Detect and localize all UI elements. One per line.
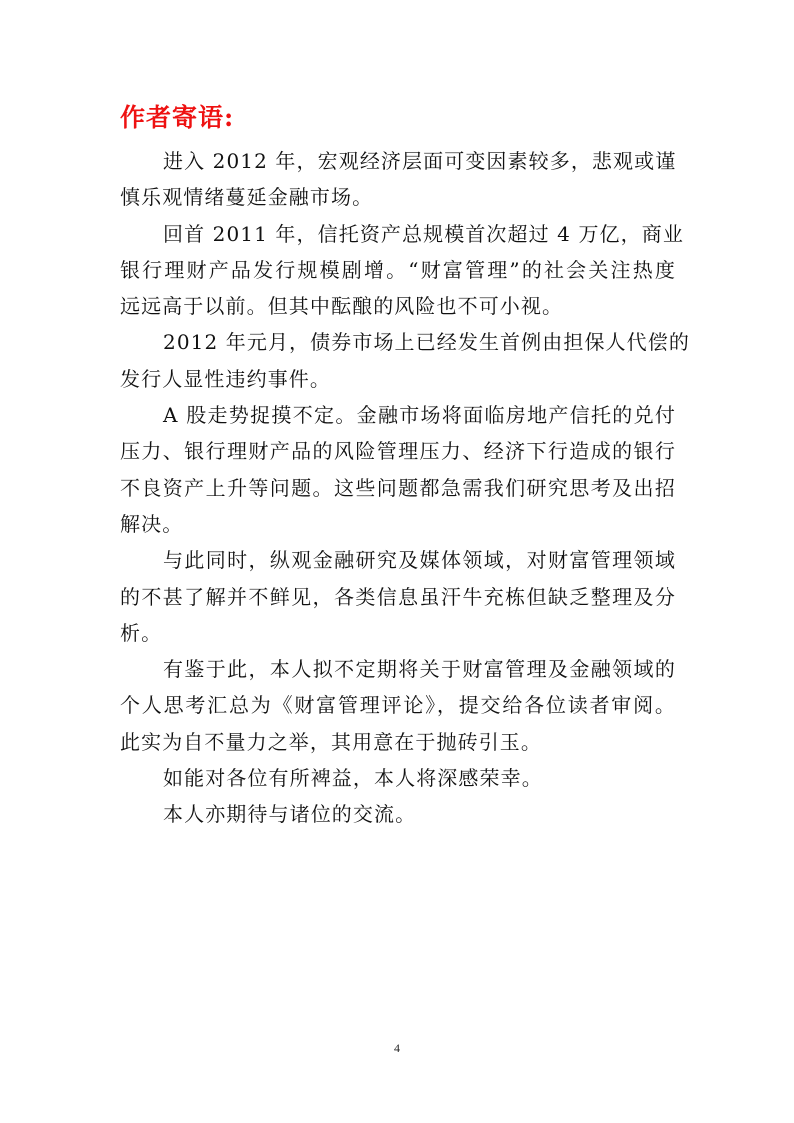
paragraph-2-line-2: 银行理财产品发行规模剧增。“财富管理”的社会关注热度 <box>120 257 676 282</box>
paragraph-8-line-1: 本人亦期待与诸位的交流。 <box>163 802 417 827</box>
paragraph-5-line-1: 与此同时，纵观金融研究及媒体领域，对财富管理领域 <box>163 548 676 573</box>
paragraph-6-line-3: 此实为自不量力之举，其用意在于抛砖引玉。 <box>120 729 542 754</box>
paragraph-4-line-4: 解决。 <box>120 511 184 536</box>
paragraph-5-line-2: 的不甚了解并不鲜见，各类信息虽汗牛充栋但缺乏整理及分 <box>120 584 676 609</box>
paragraph-5-line-3: 析。 <box>120 620 163 645</box>
paragraph-4-line-3: 不良资产上升等问题。这些问题都急需我们研究思考及出招 <box>120 475 676 500</box>
page-number: 4 <box>394 1041 400 1055</box>
paragraph-6-line-1: 有鉴于此，本人拟不定期将关于财富管理及金融领域的 <box>163 657 676 682</box>
paragraph-3-line-1: 2012 年元月，债券市场上已经发生首例由担保人代偿的 <box>163 330 690 355</box>
paragraph-1-line-2: 慎乐观情绪蔓延金融市场。 <box>120 185 374 210</box>
author-note-heading: 作者寄语: <box>120 103 235 132</box>
author-note-body <box>120 143 690 833</box>
paragraph-3-line-2: 发行人显性违约事件。 <box>120 366 331 391</box>
paragraph-7-line-1: 如能对各位有所裨益，本人将深感荣幸。 <box>163 766 543 791</box>
paragraph-6-line-2: 个人思考汇总为《财富管理评论》，提交给各位读者审阅。 <box>120 693 676 718</box>
paragraph-4-line-1: A 股走势捉摸不定。金融市场将面临房地产信托的兑付 <box>163 403 676 428</box>
paragraph-1-line-1: 进入 2012 年，宏观经济层面可变因素较多，悲观或谨 <box>163 149 677 173</box>
paragraph-2-line-1: 回首 2011 年，信托资产总规模首次超过 4 万亿，商业 <box>163 221 684 246</box>
paragraph-2-line-3: 远远高于以前。但其中酝酿的风险也不可小视。 <box>120 294 564 319</box>
paragraph-4-line-2: 压力、银行理财产品的风险管理压力、经济下行造成的银行 <box>120 439 676 464</box>
